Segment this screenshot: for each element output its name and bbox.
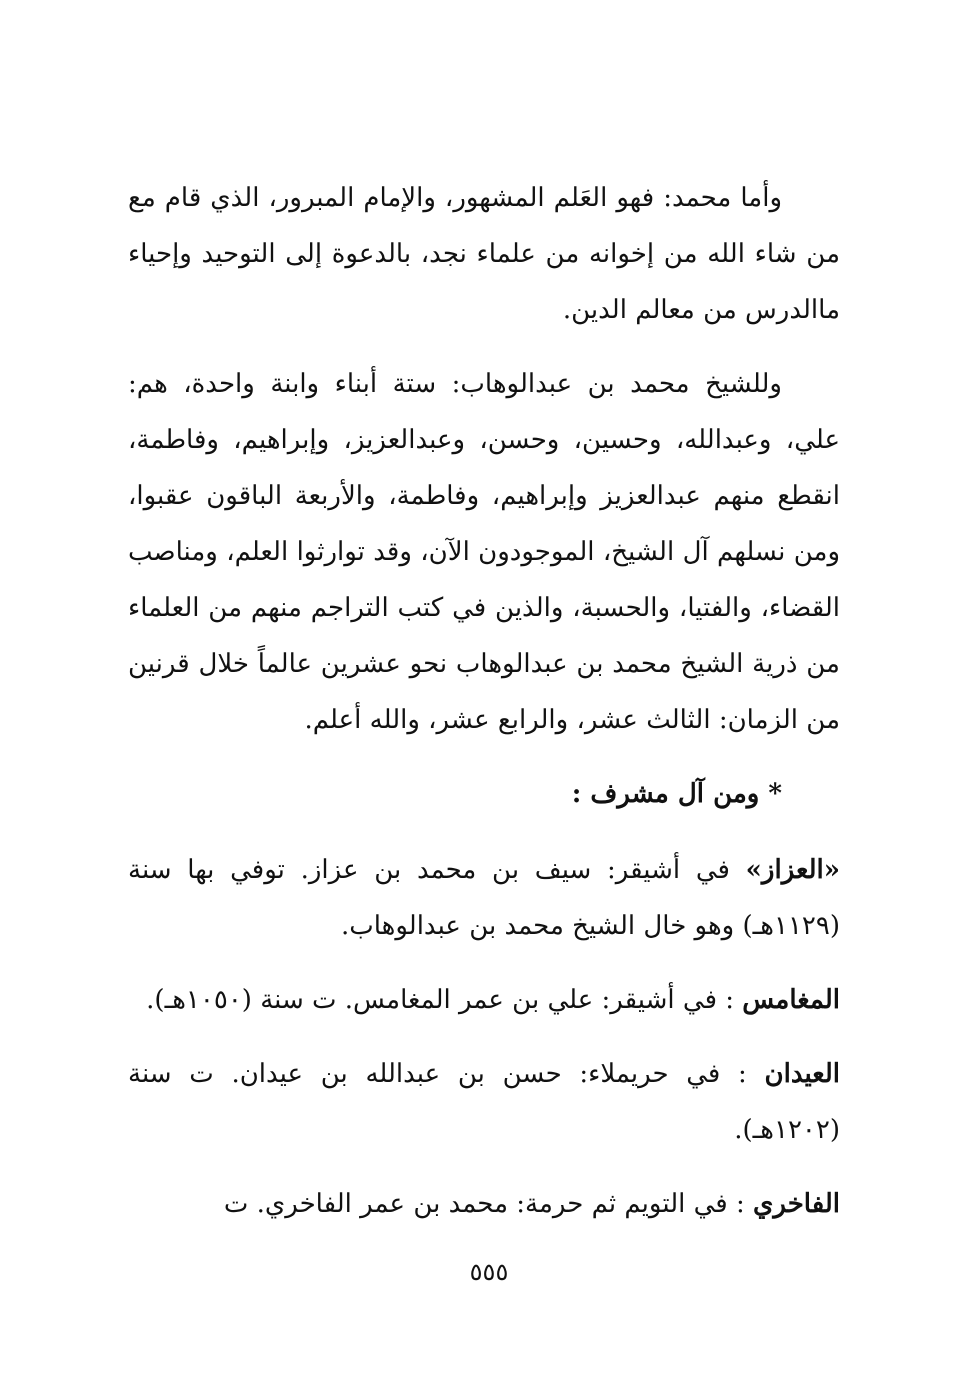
entry-azzaz xyxy=(128,842,840,954)
section-heading: * ومن آل مشرف : xyxy=(571,779,782,809)
entry-text: في أشيقر: سيف بن محمد بن عزاز. توفي بها سنة (١١٢٩هـ) وهو خال الشيخ محمد بن عبدالوهاب. xyxy=(128,855,840,941)
paragraph-muhammad: وأما محمد: فهو العَلم المشهور، والإمام المبرور، الذي قام مع من شاء الله من إخوانه من علماء نجد، بالدعوة إلى التوحيد وإحياء ماالدرس من معالم الدين. xyxy=(128,183,840,325)
entry-text: : في أشيقر: علي بن عمر المغامس. ت سنة (١٠٥٠هـ). xyxy=(146,985,743,1015)
entry-term: العيدان xyxy=(764,1059,840,1089)
entry-fakhiri xyxy=(128,1176,840,1232)
paragraph-sheikh-children: وللشيخ محمد بن عبدالوهاب: ستة أبناء وابنة واحدة، هم: علي، وعبدالله، وحسين، وحسن، وعبدالعزيز، وإبراهيم، وفاطمة، انقطع منهم عبدالعزيز وإبراهيم، وفاطمة، والأربعة الباقون عقبوا، ومن نسلهم آل الشيخ، الموجودون الآن، وقد توارثوا العلم، ومناصب القضاء، والفتيا، والحسبة، والذين في كتب التراجم منهم من العلماء من ذرية الشيخ محمد بن عبدالوهاب نحو عشرين عالماً خلال قرنين من الزمان: الثالث عشر، والرابع عشر، والله أعلم. xyxy=(128,369,840,735)
page-number: ٥٥٥ xyxy=(469,1258,509,1286)
entry-term: المغامس xyxy=(742,985,840,1015)
entry-text: : في حريملاء: حسن بن عبدالله بن عيدان. ت سنة (١٢٠٢هـ). xyxy=(128,1059,840,1145)
entry-aydan xyxy=(128,1046,840,1158)
page-body-text xyxy=(128,170,840,1250)
entry-mughamis xyxy=(128,972,840,1028)
entry-term: «العزاز» xyxy=(745,855,840,885)
entry-term: الفاخري xyxy=(753,1189,840,1219)
entry-text: : في التويم ثم حرمة: محمد بن عمر الفاخري. ت xyxy=(223,1189,753,1219)
